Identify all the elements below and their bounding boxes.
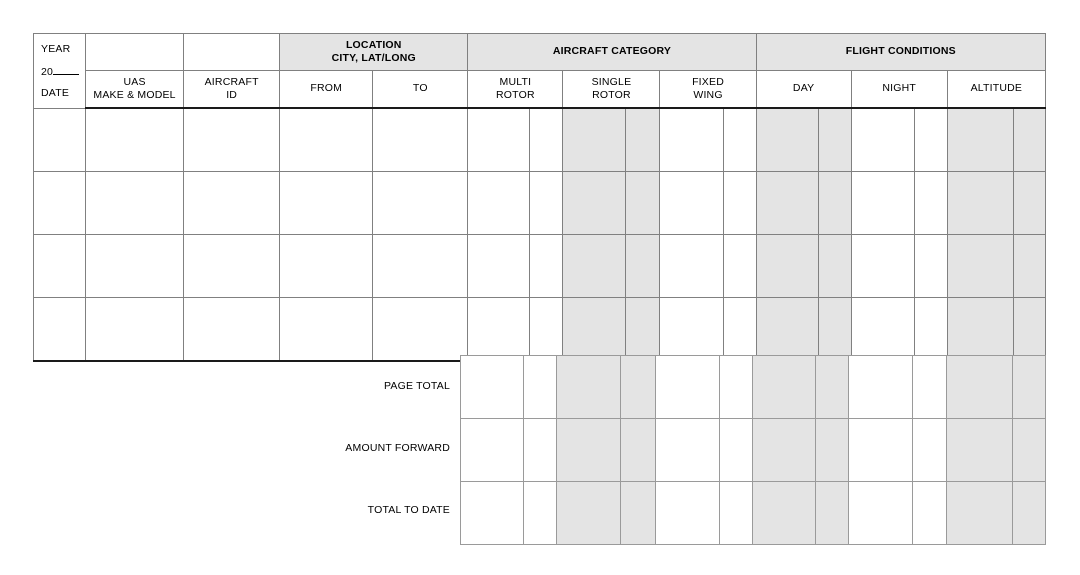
cell-altitude-value[interactable] — [947, 108, 1013, 172]
total-fixed-wing-minutes[interactable] — [719, 356, 752, 419]
cell-altitude-value[interactable] — [947, 298, 1013, 362]
total-day-minutes[interactable] — [815, 419, 848, 482]
cell-fixed-wing-minutes[interactable] — [723, 172, 756, 235]
cell-single-rotor-minutes[interactable] — [626, 235, 660, 298]
total-single-rotor-minutes[interactable] — [621, 482, 655, 545]
total-altitude-value[interactable] — [946, 356, 1013, 419]
single-rotor-line2: ROTOR — [592, 89, 631, 101]
totals-table — [460, 355, 1046, 545]
uas-line1: UAS — [123, 75, 146, 88]
total-single-rotor-hours[interactable] — [557, 356, 621, 419]
cell-fixed-wing-minutes[interactable] — [723, 298, 756, 362]
cell-fixed-wing-hours[interactable] — [660, 298, 723, 362]
header-group-aircraft-category: AIRCRAFT CATEGORY — [468, 34, 756, 71]
cell-night-minutes[interactable] — [914, 235, 947, 298]
header-col-altitude: ALTITUDE — [947, 71, 1045, 109]
aircraft-id-line1: AIRCRAFT — [204, 75, 259, 88]
total-night-hours[interactable] — [849, 419, 913, 482]
cell-single-rotor-minutes[interactable] — [626, 108, 660, 172]
date-label: DATE — [41, 86, 70, 99]
header-col-to: TO — [373, 71, 468, 109]
total-night-hours[interactable] — [849, 482, 913, 545]
header-group-flight-conditions: FLIGHT CONDITIONS — [756, 34, 1045, 71]
cell-single-rotor-hours[interactable] — [563, 172, 626, 235]
cell-day-hours[interactable] — [756, 172, 818, 235]
cell-day-hours[interactable] — [756, 108, 818, 172]
cell-day-minutes[interactable] — [818, 235, 851, 298]
cell-night-hours[interactable] — [851, 172, 914, 235]
cell-fixed-wing-hours[interactable] — [660, 235, 723, 298]
total-altitude-unit[interactable] — [1013, 356, 1046, 419]
cell-fixed-wing-hours[interactable] — [660, 172, 723, 235]
uas-line2: MAKE & MODEL — [93, 89, 176, 101]
cell-day-minutes[interactable] — [818, 108, 851, 172]
total-day-hours[interactable] — [752, 419, 815, 482]
total-altitude-unit[interactable] — [1013, 419, 1046, 482]
single-rotor-line1: SINGLE — [591, 75, 632, 88]
cell-multi-rotor-hours[interactable] — [468, 108, 530, 172]
cell-single-rotor-hours[interactable] — [563, 235, 626, 298]
cell-altitude-unit[interactable] — [1013, 108, 1045, 172]
total-multi-rotor-minutes[interactable] — [523, 356, 556, 419]
cell-single-rotor-minutes[interactable] — [626, 172, 660, 235]
header-col-night: NIGHT — [851, 71, 947, 109]
total-day-minutes[interactable] — [815, 482, 848, 545]
cell-altitude-value[interactable] — [947, 172, 1013, 235]
cell-day-minutes[interactable] — [818, 172, 851, 235]
totals-label-page-total: PAGE TOTAL — [384, 380, 450, 392]
totals-row-page-total — [461, 356, 1046, 419]
cell-day-hours[interactable] — [756, 298, 818, 362]
cell-fixed-wing-minutes[interactable] — [723, 108, 756, 172]
total-night-minutes[interactable] — [913, 482, 946, 545]
total-multi-rotor-minutes[interactable] — [523, 419, 556, 482]
total-single-rotor-hours[interactable] — [557, 482, 621, 545]
total-night-minutes[interactable] — [913, 356, 946, 419]
total-single-rotor-minutes[interactable] — [621, 356, 655, 419]
cell-multi-rotor-minutes[interactable] — [530, 298, 563, 362]
cell-day-hours[interactable] — [756, 235, 818, 298]
year-label: YEAR — [41, 42, 71, 55]
total-altitude-value[interactable] — [946, 419, 1013, 482]
cell-altitude-unit[interactable] — [1013, 172, 1045, 235]
cell-multi-rotor-hours[interactable] — [468, 235, 530, 298]
fixed-wing-line1: FIXED — [692, 75, 724, 88]
total-multi-rotor-hours[interactable] — [461, 356, 524, 419]
cell-single-rotor-minutes[interactable] — [626, 298, 660, 362]
total-fixed-wing-hours[interactable] — [655, 356, 719, 419]
cell-altitude-unit[interactable] — [1013, 235, 1045, 298]
total-night-hours[interactable] — [849, 356, 913, 419]
cell-night-minutes[interactable] — [914, 172, 947, 235]
totals-row-total-to-date — [461, 482, 1046, 545]
cell-fixed-wing-hours[interactable] — [660, 108, 723, 172]
cell-night-hours[interactable] — [851, 108, 914, 172]
cell-multi-rotor-hours[interactable] — [468, 172, 530, 235]
multi-rotor-line1: MULTI — [499, 75, 532, 88]
total-multi-rotor-hours[interactable] — [461, 482, 524, 545]
header-col-multi-rotor — [468, 71, 563, 109]
cell-single-rotor-hours[interactable] — [563, 298, 626, 362]
header-col-single-rotor — [563, 71, 660, 109]
total-fixed-wing-minutes[interactable] — [719, 482, 752, 545]
totals-label-amount-forward: AMOUNT FORWARD — [345, 442, 450, 454]
total-altitude-unit[interactable] — [1013, 482, 1046, 545]
cell-multi-rotor-hours[interactable] — [468, 298, 530, 362]
cell-multi-rotor-minutes[interactable] — [530, 235, 563, 298]
total-multi-rotor-minutes[interactable] — [523, 482, 556, 545]
total-multi-rotor-hours[interactable] — [461, 419, 524, 482]
cell-night-minutes[interactable] — [914, 298, 947, 362]
year-prefix: 20 — [41, 66, 54, 78]
totals-label-total-to-date: TOTAL TO DATE — [367, 504, 450, 516]
cell-fixed-wing-minutes[interactable] — [723, 235, 756, 298]
header-col-from: FROM — [280, 71, 373, 109]
total-day-hours[interactable] — [752, 482, 815, 545]
cell-single-rotor-hours[interactable] — [563, 108, 626, 172]
cell-night-hours[interactable] — [851, 235, 914, 298]
multi-rotor-line2: ROTOR — [496, 89, 535, 101]
cell-altitude-unit[interactable] — [1013, 298, 1045, 362]
location-line1: LOCATION — [345, 38, 402, 51]
header-col-fixed-wing — [660, 71, 756, 109]
cell-day-minutes[interactable] — [818, 298, 851, 362]
cell-altitude-value[interactable] — [947, 235, 1013, 298]
totals-label-column — [0, 0, 455, 575]
cell-multi-rotor-minutes[interactable] — [530, 108, 563, 172]
total-altitude-value[interactable] — [946, 482, 1013, 545]
cell-night-hours[interactable] — [851, 298, 914, 362]
total-night-minutes[interactable] — [913, 419, 946, 482]
location-line2: CITY, LAT/LONG — [331, 52, 416, 64]
total-fixed-wing-hours[interactable] — [655, 419, 719, 482]
total-day-hours[interactable] — [752, 356, 815, 419]
aircraft-id-line2: ID — [226, 89, 238, 101]
header-col-day: DAY — [756, 71, 851, 109]
total-day-minutes[interactable] — [815, 356, 848, 419]
cell-night-minutes[interactable] — [914, 108, 947, 172]
total-single-rotor-hours[interactable] — [557, 419, 621, 482]
total-fixed-wing-hours[interactable] — [655, 482, 719, 545]
total-fixed-wing-minutes[interactable] — [719, 419, 752, 482]
totals-row-amount-forward — [461, 419, 1046, 482]
fixed-wing-line2: WING — [693, 89, 723, 101]
total-single-rotor-minutes[interactable] — [621, 419, 655, 482]
cell-multi-rotor-minutes[interactable] — [530, 172, 563, 235]
